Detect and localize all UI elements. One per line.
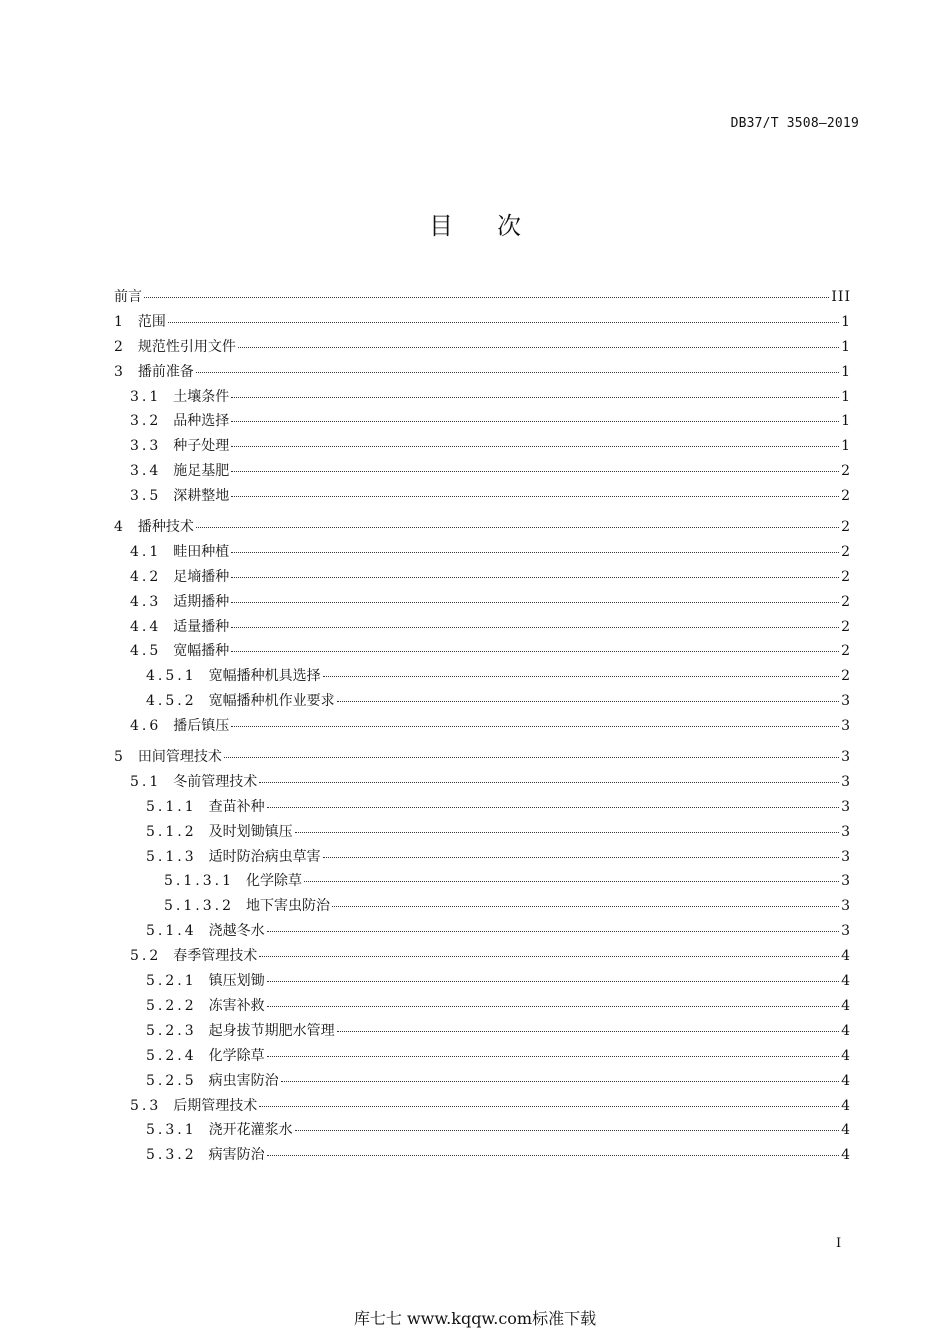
toc-entry-number: 5.1.1	[146, 798, 197, 815]
toc-leader-dots	[259, 942, 839, 957]
toc-leader-dots	[337, 1017, 839, 1032]
toc-entry-label: 范围	[137, 313, 166, 330]
toc-entry-label: 地下害虫防治	[245, 898, 330, 915]
toc-entry-page: 2	[841, 593, 851, 610]
toc-leader-dots	[168, 308, 839, 323]
toc-entry-page: 3	[841, 798, 851, 815]
toc-entry-page: 2	[841, 519, 851, 536]
toc-entry-number: 4.6	[130, 718, 162, 735]
toc-leader-dots	[295, 1116, 839, 1131]
toc-leader-dots	[231, 637, 839, 652]
toc-entry-label: 品种选择	[173, 413, 230, 430]
toc-entry-number: 5.2.2	[146, 997, 197, 1014]
toc-leader-dots	[231, 383, 839, 398]
toc-entry-page: 4	[841, 1097, 851, 1114]
toc-entry-page: 4	[841, 1047, 851, 1064]
toc-entry-number: 5.2.3	[146, 1022, 197, 1039]
toc-entry-page: 3	[841, 923, 851, 940]
toc-entry-page: 2	[841, 643, 851, 660]
toc-entry-page: 2	[841, 668, 851, 685]
toc-entry-label: 前言	[114, 289, 142, 305]
toc-entry-number: 5.1.2	[146, 823, 197, 840]
toc-entry-page: 1	[841, 388, 851, 405]
toc-leader-dots	[304, 867, 839, 882]
toc-entry-page: 4	[841, 973, 851, 990]
title-char-2: 次	[497, 212, 521, 240]
toc-entry-number: 1	[114, 313, 126, 330]
toc-entry-label: 播种技术	[137, 519, 194, 536]
toc-entry-number: 4.5.2	[146, 693, 197, 710]
toc-leader-dots	[267, 967, 839, 982]
toc-entry-number: 5.1.4	[146, 923, 197, 940]
toc-entry-number: 5.3.1	[146, 1122, 197, 1139]
toc-entry-label: 冬前管理技术	[173, 773, 258, 790]
toc-entry-label: 深耕整地	[173, 488, 230, 505]
toc-entry-page: 1	[841, 313, 851, 330]
toc-entry-number: 3.5	[130, 488, 162, 505]
toc-entry-page: 4	[841, 997, 851, 1014]
toc-entry[interactable]	[114, 715, 851, 740]
toc-entry-number: 5.2.4	[146, 1047, 197, 1064]
toc-entry-number: 5.1.3	[146, 848, 197, 865]
toc-entry-page: 2	[841, 463, 851, 480]
toc-entry-label: 查苗补种	[208, 798, 265, 815]
toc-entry-label: 及时划锄镇压	[208, 823, 293, 840]
toc-entry-label: 施足基肥	[173, 463, 230, 480]
toc-entry-page: 1	[841, 413, 851, 430]
toc-entry-page: III	[831, 289, 851, 305]
toc-entry-number: 5.3	[130, 1097, 162, 1114]
toc-leader-dots	[267, 917, 839, 932]
toc-entry-number: 3	[114, 363, 126, 380]
toc-entry-page: 3	[841, 773, 851, 790]
toc-leader-dots	[231, 613, 839, 628]
toc-entry-label: 适期播种	[173, 593, 230, 610]
toc-entry-number: 4.3	[130, 593, 162, 610]
toc-entry-label: 足墒播种	[173, 568, 230, 585]
toc-leader-dots	[267, 1141, 839, 1156]
toc-entry-label: 冻害补救	[208, 997, 265, 1014]
toc-entry-page: 1	[841, 363, 851, 380]
toc-entry-label: 规范性引用文件	[137, 338, 236, 355]
toc-leader-dots	[281, 1067, 839, 1082]
toc-entry-page: 1	[841, 338, 851, 355]
toc-entry-page: 3	[841, 873, 851, 890]
watermark: 库七七 www.kqqw.com标准下载	[353, 1309, 597, 1328]
toc-leader-dots	[337, 687, 839, 702]
toc-entry-number: 3.3	[130, 438, 162, 455]
toc-entry-number: 5.2	[130, 948, 162, 965]
toc-leader-dots	[231, 563, 839, 578]
toc-leader-dots	[267, 992, 839, 1007]
toc-entry-page: 4	[841, 948, 851, 965]
toc-entry-page: 2	[841, 618, 851, 635]
toc-entry-number: 4.5	[130, 643, 162, 660]
toc-leader-dots	[323, 662, 839, 677]
document-code: DB37/T 3508—2019	[730, 116, 859, 131]
toc-entry-label: 适时防治病虫草害	[208, 848, 321, 865]
toc-leader-dots	[144, 283, 829, 298]
page-title	[0, 206, 950, 241]
toc-leader-dots	[259, 768, 839, 783]
toc-entry-number: 5.3.2	[146, 1147, 197, 1164]
toc-entry-page: 2	[841, 488, 851, 505]
toc-entry-page: 3	[841, 749, 851, 766]
toc-entry-page: 4	[841, 1072, 851, 1089]
toc-entry-number: 4.5.1	[146, 668, 197, 685]
toc-entry-label: 播前准备	[137, 363, 194, 380]
toc-entry-number: 3.4	[130, 463, 162, 480]
toc-leader-dots	[231, 538, 839, 553]
toc-leader-dots	[267, 793, 839, 808]
toc-entry-page: 3	[841, 898, 851, 915]
toc-leader-dots	[332, 892, 839, 907]
toc-entry-number: 4.2	[130, 568, 162, 585]
toc-entry-label: 春季管理技术	[173, 948, 258, 965]
toc-entry-label: 起身拔节期肥水管理	[208, 1022, 335, 1039]
toc-entry-label: 化学除草	[245, 873, 302, 890]
toc-leader-dots	[231, 407, 839, 422]
toc-entry-page: 2	[841, 543, 851, 560]
toc-leader-dots	[196, 513, 839, 528]
toc-entry-label: 镇压划锄	[208, 973, 265, 990]
toc-entry-label: 种子处理	[173, 438, 230, 455]
toc-entry-number: 5.2.5	[146, 1072, 197, 1089]
toc-leader-dots	[259, 1092, 839, 1107]
toc-entry-label: 播后镇压	[173, 718, 230, 735]
toc-entry-label: 病害防治	[208, 1147, 265, 1164]
toc-entry-label: 宽幅播种机具选择	[208, 668, 321, 685]
page-number: I	[836, 1236, 842, 1251]
toc-entry-number: 3.1	[130, 388, 162, 405]
toc-entry-label: 化学除草	[208, 1047, 265, 1064]
toc-leader-dots	[231, 482, 839, 497]
toc-leader-dots	[231, 588, 839, 603]
toc-entry-label: 宽幅播种	[173, 643, 230, 660]
toc-entry-page: 1	[841, 438, 851, 455]
toc-entry-number: 2	[114, 338, 126, 355]
toc-entry-label: 宽幅播种机作业要求	[208, 693, 335, 710]
toc-leader-dots	[323, 843, 839, 858]
toc-entry-page: 4	[841, 1122, 851, 1139]
toc-entry-number: 5.1.3.2	[164, 898, 234, 915]
toc-entry-number: 4.1	[130, 543, 162, 560]
toc-entry-number: 5.1.3.1	[164, 873, 234, 890]
toc-entry-number: 5.2.1	[146, 973, 197, 990]
toc-entry-label: 浇开花灌浆水	[208, 1122, 293, 1139]
toc-entry[interactable]	[114, 1144, 851, 1169]
toc-entry-number: 5.1	[130, 773, 162, 790]
toc-leader-dots	[231, 457, 839, 472]
toc-entry-label: 畦田种植	[173, 543, 230, 560]
toc-entry-number: 4	[114, 519, 126, 536]
table-of-contents	[114, 286, 851, 1169]
toc-entry-label: 后期管理技术	[173, 1097, 258, 1114]
toc-entry-label: 浇越冬水	[208, 923, 265, 940]
toc-entry-number: 3.2	[130, 413, 162, 430]
toc-leader-dots	[231, 712, 839, 727]
toc-entry-label: 田间管理技术	[137, 749, 222, 766]
toc-leader-dots	[224, 743, 839, 758]
toc-entry-label: 适量播种	[173, 618, 230, 635]
title-char-1: 目	[429, 212, 453, 240]
toc-entry-number: 4.4	[130, 618, 162, 635]
toc-entry-page: 3	[841, 823, 851, 840]
toc-leader-dots	[196, 358, 839, 373]
toc-entry-page: 4	[841, 1147, 851, 1164]
toc-entry-label: 土壤条件	[173, 388, 230, 405]
toc-entry-page: 2	[841, 568, 851, 585]
toc-entry-page: 3	[841, 693, 851, 710]
toc-entry-number: 5	[114, 749, 126, 766]
toc-entry[interactable]	[114, 485, 851, 510]
toc-leader-dots	[231, 432, 839, 447]
toc-leader-dots	[238, 333, 839, 348]
toc-entry-page: 4	[841, 1022, 851, 1039]
toc-leader-dots	[295, 818, 839, 833]
toc-entry-label: 病虫害防治	[208, 1072, 279, 1089]
toc-entry-page: 3	[841, 718, 851, 735]
toc-entry-page: 3	[841, 848, 851, 865]
toc-leader-dots	[267, 1042, 839, 1057]
